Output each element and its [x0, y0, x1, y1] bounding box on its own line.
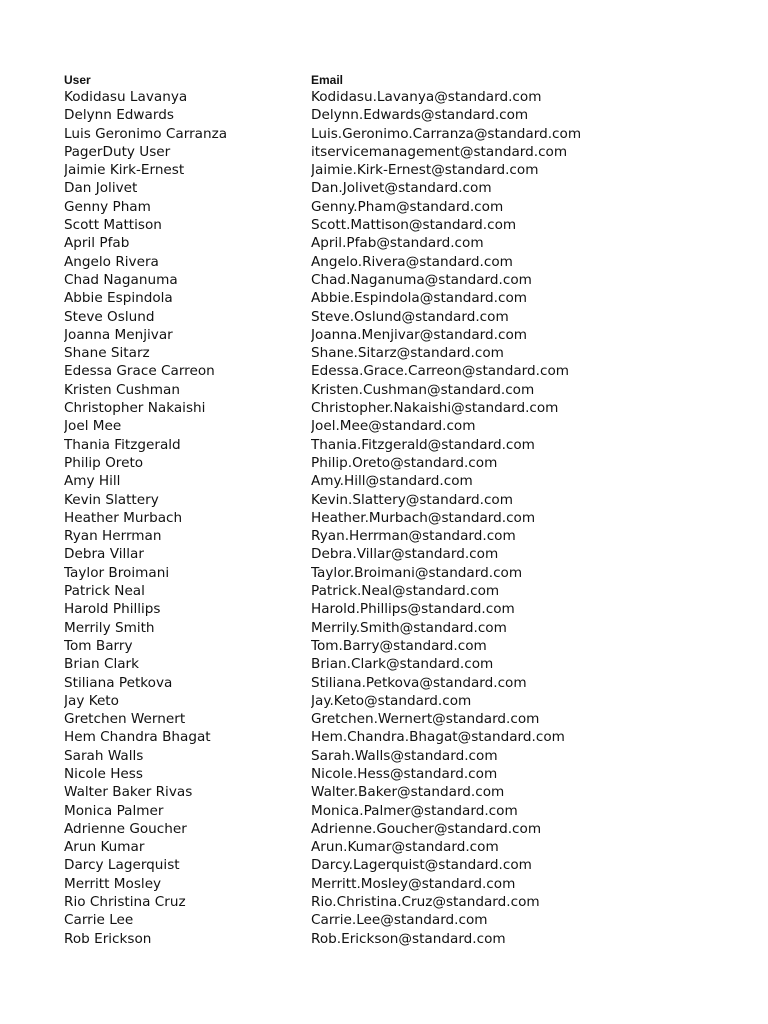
table-row [64, 326, 744, 344]
user-name-cell: Patrick Neal [64, 583, 145, 600]
user-name-cell: Christopher Nakaishi [64, 400, 206, 417]
table-row [64, 161, 744, 179]
user-name-cell: Arun Kumar [64, 839, 145, 856]
table-row [64, 253, 744, 271]
table-row [64, 619, 744, 637]
user-name-cell: Joel Mee [64, 418, 122, 435]
email-cell: Abbie.Espindola@standard.com [311, 290, 528, 307]
email-cell: Rob.Erickson@standard.com [311, 930, 506, 947]
user-name-cell: Thania Fitzgerald [64, 436, 181, 453]
user-name-cell: Rob Erickson [64, 930, 152, 947]
email-cell: Merrily.Smith@standard.com [311, 619, 507, 636]
table-row [64, 930, 744, 948]
user-name-cell: Kodidasu Lavanya [64, 89, 188, 105]
user-name-cell: Nicole Hess [64, 765, 143, 782]
email-cell: Kodidasu.Lavanya@standard.com [311, 89, 542, 105]
email-cell: Harold.Phillips@standard.com [311, 601, 515, 618]
email-cell: itservicemanagement@standard.com [311, 143, 568, 160]
email-cell: Joanna.Menjivar@standard.com [311, 326, 528, 343]
user-name-cell: Darcy Lagerquist [64, 857, 180, 874]
user-name-cell: Joanna Menjivar [64, 326, 173, 343]
user-name-cell: Steve Oslund [64, 308, 155, 325]
table-row [64, 765, 744, 783]
email-cell: Jaimie.Kirk-Ernest@standard.com [311, 162, 539, 179]
email-cell: Patrick.Neal@standard.com [311, 583, 500, 600]
email-cell: Adrienne.Goucher@standard.com [311, 820, 542, 837]
email-cell: Brian.Clark@standard.com [311, 656, 494, 673]
email-cell: Philip.Oreto@standard.com [311, 454, 498, 471]
user-name-cell: Amy Hill [64, 473, 121, 490]
user-name-cell: Jay Keto [64, 692, 119, 709]
email-cell: Kevin.Slattery@standard.com [311, 491, 513, 508]
user-name-cell: Genny Pham [64, 198, 151, 215]
table-row [64, 308, 744, 326]
email-cell: Monica.Palmer@standard.com [311, 802, 518, 819]
table-row [64, 454, 744, 472]
user-name-cell: Gretchen Wernert [64, 711, 186, 728]
email-cell: Dan.Jolivet@standard.com [311, 180, 492, 197]
user-name-cell: Hem Chandra Bhagat [64, 729, 211, 746]
table-row [64, 582, 744, 600]
user-name-cell: Kevin Slattery [64, 491, 159, 508]
email-cell: Delynn.Edwards@standard.com [311, 107, 529, 124]
table-row [64, 856, 744, 874]
user-name-cell: Carrie Lee [64, 912, 134, 929]
table-row [64, 802, 744, 820]
table-row [64, 747, 744, 765]
user-name-cell: Delynn Edwards [64, 107, 174, 124]
email-cell: April.Pfab@standard.com [311, 235, 484, 252]
table-row [64, 271, 744, 289]
email-cell: Heather.Murbach@standard.com [311, 509, 536, 526]
table-row [64, 289, 744, 307]
user-name-cell: Philip Oreto [64, 454, 144, 471]
table-row [64, 234, 744, 252]
user-name-cell: Dan Jolivet [64, 180, 138, 197]
table-row [64, 911, 744, 929]
table-row [64, 875, 744, 893]
email-cell: Ryan.Herrman@standard.com [311, 528, 516, 545]
user-column-header: User [64, 73, 91, 87]
table-row [64, 125, 744, 143]
user-name-cell: Shane Sitarz [64, 345, 150, 362]
email-cell: Luis.Geronimo.Carranza@standard.com [311, 125, 582, 142]
table-row [64, 143, 744, 161]
table-body [64, 88, 744, 948]
email-cell: Christopher.Nakaishi@standard.com [311, 400, 559, 417]
user-name-cell: PagerDuty User [64, 143, 171, 160]
user-name-cell: Heather Murbach [64, 509, 183, 526]
user-name-cell: Brian Clark [64, 656, 140, 673]
user-name-cell: Tom Barry [64, 637, 133, 654]
user-name-cell: Debra Villar [64, 546, 144, 563]
user-name-cell: Walter Baker Rivas [64, 784, 193, 801]
user-email-table [64, 70, 744, 948]
table-row [64, 344, 744, 362]
email-cell: Angelo.Rivera@standard.com [311, 253, 513, 270]
table-row [64, 637, 744, 655]
user-name-cell: Merritt Mosley [64, 875, 162, 892]
email-column-header: Email [311, 73, 344, 87]
email-cell: Kristen.Cushman@standard.com [311, 381, 535, 398]
user-name-cell: Taylor Broimani [64, 564, 170, 581]
email-cell: Shane.Sitarz@standard.com [311, 345, 504, 362]
email-cell: Stiliana.Petkova@standard.com [311, 674, 527, 691]
table-row [64, 491, 744, 509]
table-row [64, 362, 744, 380]
table-row [64, 655, 744, 673]
email-cell: Hem.Chandra.Bhagat@standard.com [311, 729, 565, 746]
email-cell: Chad.Naganuma@standard.com [311, 271, 532, 288]
user-name-cell: Stiliana Petkova [64, 674, 173, 691]
table-row [64, 381, 744, 399]
table-row [64, 600, 744, 618]
email-cell: Taylor.Broimani@standard.com [311, 564, 523, 581]
email-cell: Nicole.Hess@standard.com [311, 765, 498, 782]
user-name-cell: Scott Mattison [64, 217, 162, 234]
table-row [64, 436, 744, 454]
table-header [64, 70, 744, 87]
email-cell: Joel.Mee@standard.com [311, 418, 476, 435]
user-name-cell: Jaimie Kirk-Ernest [64, 162, 185, 179]
table-row [64, 399, 744, 417]
table-row [64, 106, 744, 124]
table-row [64, 783, 744, 801]
email-cell: Debra.Villar@standard.com [311, 546, 499, 563]
table-row [64, 216, 744, 234]
email-cell: Merritt.Mosley@standard.com [311, 875, 516, 892]
user-name-cell: Harold Phillips [64, 601, 161, 618]
user-name-cell: Angelo Rivera [64, 253, 159, 270]
table-row [64, 472, 744, 490]
user-name-cell: April Pfab [64, 235, 130, 252]
user-name-cell: Kristen Cushman [64, 381, 180, 398]
user-name-cell: Sarah Walls [64, 747, 144, 764]
table-row [64, 674, 744, 692]
user-name-cell: Rio Christina Cruz [64, 894, 186, 911]
table-row [64, 179, 744, 197]
email-cell: Thania.Fitzgerald@standard.com [311, 436, 535, 453]
table-row [64, 509, 744, 527]
table-row [64, 545, 744, 563]
email-cell: Genny.Pham@standard.com [311, 198, 504, 215]
table-row [64, 88, 744, 106]
email-cell: Amy.Hill@standard.com [311, 473, 473, 490]
table-row [64, 564, 744, 582]
email-cell: Gretchen.Wernert@standard.com [311, 711, 540, 728]
user-name-cell: Edessa Grace Carreon [64, 363, 215, 380]
email-cell: Steve.Oslund@standard.com [311, 308, 509, 325]
email-cell: Rio.Christina.Cruz@standard.com [311, 894, 540, 911]
user-name-cell: Adrienne Goucher [64, 820, 187, 837]
email-cell: Sarah.Walls@standard.com [311, 747, 498, 764]
email-cell: Edessa.Grace.Carreon@standard.com [311, 363, 570, 380]
email-cell: Darcy.Lagerquist@standard.com [311, 857, 532, 874]
email-cell: Carrie.Lee@standard.com [311, 912, 488, 929]
table-row [64, 820, 744, 838]
email-cell: Arun.Kumar@standard.com [311, 839, 499, 856]
table-row [64, 710, 744, 728]
user-name-cell: Monica Palmer [64, 802, 164, 819]
user-name-cell: Merrily Smith [64, 619, 155, 636]
user-name-cell: Luis Geronimo Carranza [64, 125, 228, 142]
table-row [64, 417, 744, 435]
table-row [64, 893, 744, 911]
user-name-cell: Abbie Espindola [64, 290, 173, 307]
table-row [64, 692, 744, 710]
email-cell: Scott.Mattison@standard.com [311, 217, 517, 234]
email-cell: Jay.Keto@standard.com [311, 692, 472, 709]
table-row [64, 838, 744, 856]
user-name-cell: Chad Naganuma [64, 271, 178, 288]
table-row [64, 527, 744, 545]
email-cell: Walter.Baker@standard.com [311, 784, 505, 801]
user-name-cell: Ryan Herrman [64, 528, 162, 545]
table-row [64, 198, 744, 216]
email-cell: Tom.Barry@standard.com [311, 637, 487, 654]
table-row [64, 728, 744, 746]
